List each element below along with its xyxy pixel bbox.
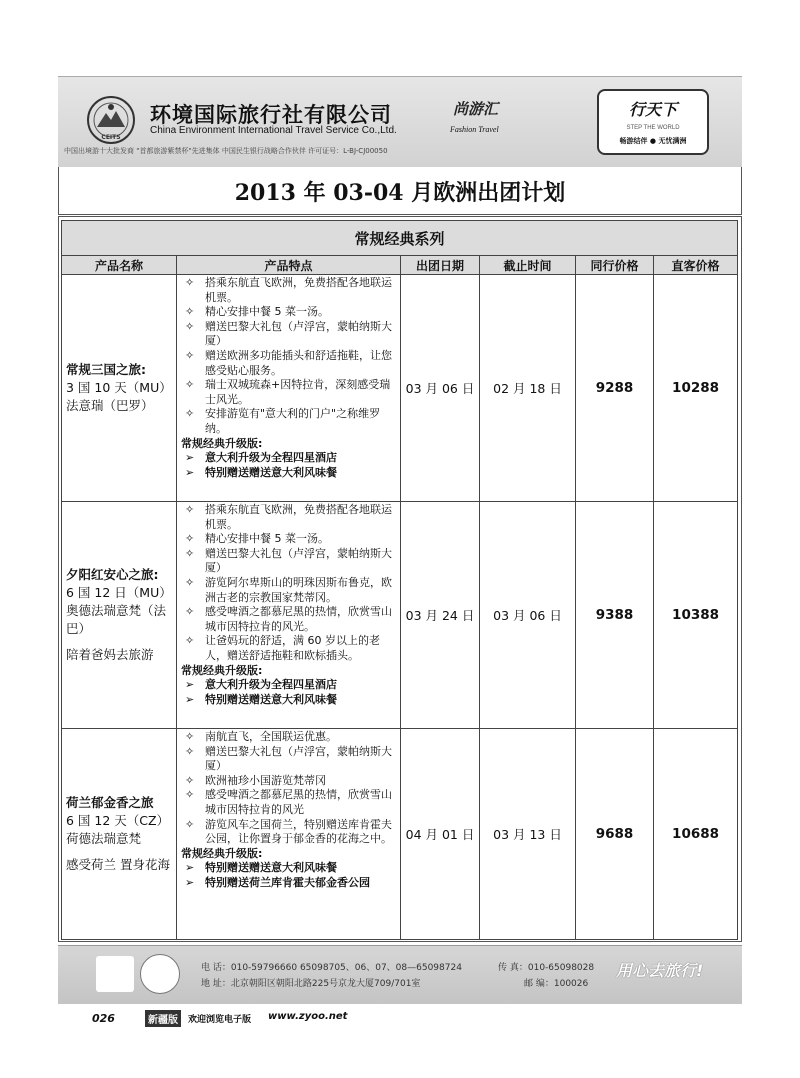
retail-price-cell: 10688 bbox=[654, 729, 738, 940]
website-link[interactable]: www.zyoo.net bbox=[268, 1011, 348, 1022]
product-name-cell bbox=[62, 502, 177, 729]
upgrade-text: 意大利升级为全程四星酒店 bbox=[205, 678, 337, 692]
feature-item bbox=[181, 576, 396, 605]
diamond-bullet-icon: ✧ bbox=[185, 407, 195, 421]
col-deadline: 截止时间 bbox=[480, 256, 576, 275]
plan-table-frame bbox=[58, 216, 742, 942]
feature-text: 搭乘东航直飞欧洲，免费搭配各地联运机票。 bbox=[205, 503, 392, 531]
feature-text: 感受啤酒之都慕尼黑的热情，欣赏雪山城市因特拉肯的风光 bbox=[205, 788, 392, 816]
footer-band bbox=[58, 945, 742, 1004]
name-spacer bbox=[66, 848, 172, 856]
diamond-bullet-icon: ✧ bbox=[185, 305, 195, 319]
awards-line: 中国出境游十大批发商 "首都旅游紫禁杯"先进集体 中国民生银行战略合作伙伴 许可证号：L-BJ-CJ00050 bbox=[64, 147, 388, 155]
feature-item bbox=[181, 305, 396, 320]
upgrade-text: 特别赠送赠送意大利风味餐 bbox=[205, 861, 337, 875]
table-row bbox=[62, 275, 738, 502]
upgrade-item bbox=[181, 693, 396, 708]
name-spacer bbox=[66, 638, 172, 646]
upgrade-label: 常规经典升级版: bbox=[181, 436, 263, 450]
arrow-bullet-icon: ➢ bbox=[185, 875, 195, 889]
product-name-line: 奥德法瑞意梵（法巴） bbox=[66, 603, 167, 637]
upgrade-text: 特别赠送赠送意大利风味餐 bbox=[205, 692, 337, 706]
brand-slogan: 畅游结伴 ● 无忧满洲 bbox=[619, 137, 687, 145]
feature-text: 赠送巴黎大礼包（卢浮宫，蒙帕纳斯大厦） bbox=[205, 744, 392, 773]
product-name-line: 法意瑞（巴罗） bbox=[66, 398, 154, 413]
diamond-bullet-icon: ✧ bbox=[185, 575, 195, 589]
page-title: 2013 年 03-04 月欧洲出团计划 bbox=[234, 180, 566, 206]
deadline-cell: 03 月 13 日 bbox=[480, 729, 576, 940]
feature-item bbox=[181, 276, 396, 305]
diamond-bullet-icon: ✧ bbox=[185, 348, 195, 362]
footer-address: 地 址：北京朝阳区朝阳北路225号京龙大厦709/701室 bbox=[201, 979, 421, 989]
upgrade-item bbox=[181, 861, 396, 876]
arrow-bullet-icon: ➢ bbox=[185, 692, 195, 706]
feature-item bbox=[181, 730, 396, 745]
col-product-name: 产品名称 bbox=[62, 256, 177, 275]
diamond-bullet-icon: ✧ bbox=[185, 817, 195, 831]
feature-text: 欧洲袖珍小国游览梵蒂冈 bbox=[205, 773, 326, 787]
feature-item bbox=[181, 349, 396, 378]
product-name-line: 荷德法瑞意梵 bbox=[66, 831, 142, 847]
feature-text: 瑞士双城琉森+因特拉肯，深刻感受瑞士风光。 bbox=[205, 378, 391, 406]
depart-date-cell: 04 月 01 日 bbox=[401, 729, 480, 940]
plan-table-body bbox=[62, 275, 738, 940]
brand-subtitle: STEP THE WORLD bbox=[626, 125, 680, 131]
feature-item bbox=[181, 378, 396, 407]
feature-item bbox=[181, 547, 396, 576]
arrow-bullet-icon: ➢ bbox=[185, 678, 195, 692]
feature-text: 游览风车之国荷兰，特别赠送库肯霍夫公园，让你置身于郁金香的花海之中。 bbox=[205, 817, 392, 846]
col-features: 产品特点 bbox=[177, 256, 401, 275]
brand-title: 行天下 bbox=[628, 100, 677, 119]
feature-item bbox=[181, 407, 396, 436]
product-name-title: 荷兰郁金香之旅 bbox=[66, 795, 154, 811]
product-name-title: 夕阳红安心之旅: bbox=[66, 567, 159, 583]
product-name-line: 3 国 10 天（MU） bbox=[66, 380, 172, 395]
upgrade-text: 特别赠送赠送意大利风味餐 bbox=[205, 465, 337, 479]
product-name-cell bbox=[62, 275, 177, 502]
diamond-bullet-icon: ✧ bbox=[185, 773, 195, 787]
edition-badge: 新疆版 bbox=[145, 1010, 181, 1027]
feature-text: 搭乘东航直飞欧洲，免费搭配各地联运机票。 bbox=[205, 276, 392, 304]
feature-item bbox=[181, 634, 396, 663]
feature-text: 安排游览有"意大利的门户"之称维罗纳。 bbox=[205, 407, 381, 435]
product-features-cell bbox=[177, 275, 401, 502]
product-name-line: 6 国 12 日（MU） bbox=[66, 585, 172, 601]
company-emblem-icon bbox=[86, 95, 136, 145]
product-features-cell bbox=[177, 729, 401, 940]
feature-text: 感受啤酒之都慕尼黑的热情，欣赏雪山城市因特拉肯的风光。 bbox=[205, 605, 392, 633]
feature-item bbox=[181, 774, 396, 789]
footer-fax: 传 真：010-65098028 bbox=[498, 963, 595, 973]
deadline-cell: 03 月 06 日 bbox=[480, 502, 576, 729]
upgrade-label: 常规经典升级版: bbox=[181, 663, 263, 677]
feature-item bbox=[181, 532, 396, 547]
upgrade-label: 常规经典升级版: bbox=[181, 846, 263, 860]
depart-date-cell: 03 月 24 日 bbox=[401, 502, 480, 729]
fashion-travel-logo: 尚游汇 bbox=[453, 100, 499, 118]
table-row bbox=[62, 729, 738, 940]
plan-table bbox=[61, 220, 738, 940]
deadline-cell: 02 月 18 日 bbox=[480, 275, 576, 502]
title-box bbox=[58, 167, 742, 215]
feature-item bbox=[181, 788, 396, 817]
retail-price-cell: 10388 bbox=[654, 502, 738, 729]
col-retail-price: 直客价格 bbox=[654, 256, 738, 275]
diamond-bullet-icon: ✧ bbox=[185, 532, 195, 546]
upgrade-item bbox=[181, 466, 396, 481]
header-band bbox=[58, 76, 742, 168]
seal-logo-icon bbox=[140, 954, 180, 994]
feature-item bbox=[181, 605, 396, 634]
feature-item bbox=[181, 320, 396, 349]
product-name-cell bbox=[62, 729, 177, 940]
diamond-bullet-icon: ✧ bbox=[185, 546, 195, 560]
col-depart-date: 出团日期 bbox=[401, 256, 480, 275]
arrow-bullet-icon: ➢ bbox=[185, 861, 195, 875]
feature-text: 游览阿尔卑斯山的明珠因斯布鲁克，欧洲古老的宗教国家梵蒂冈。 bbox=[205, 575, 392, 604]
company-name-en: China Environment International Travel Service Co.,Ltd. bbox=[150, 125, 397, 136]
feature-text: 精心安排中餐 5 菜一汤。 bbox=[205, 305, 329, 319]
column-header-row bbox=[62, 256, 738, 275]
product-name-title: 常规三国之旅: bbox=[66, 362, 146, 377]
upgrade-text: 特别赠送荷兰库肯霍夫郁金香公园 bbox=[205, 875, 370, 889]
peer-price-cell: 9688 bbox=[576, 729, 654, 940]
arrow-bullet-icon: ➢ bbox=[185, 465, 195, 479]
feature-item bbox=[181, 503, 396, 532]
svg-text:CEITS: CEITS bbox=[101, 134, 121, 141]
welcome-text: 欢迎浏览电子版 bbox=[188, 1015, 252, 1025]
diamond-bullet-icon: ✧ bbox=[185, 276, 195, 289]
arrow-bullet-icon: ➢ bbox=[185, 451, 195, 465]
feature-text: 南航直飞，全国联运优惠。 bbox=[205, 730, 337, 744]
feature-text: 赠送巴黎大礼包（卢浮宫，蒙帕纳斯大厦） bbox=[205, 319, 392, 348]
product-features-cell bbox=[177, 502, 401, 729]
feature-text: 赠送巴黎大礼包（卢浮宫，蒙帕纳斯大厦） bbox=[205, 546, 392, 575]
depart-date-cell: 03 月 06 日 bbox=[401, 275, 480, 502]
peer-price-cell: 9288 bbox=[576, 275, 654, 502]
diamond-bullet-icon: ✧ bbox=[185, 744, 195, 758]
diamond-bullet-icon: ✧ bbox=[185, 319, 195, 333]
col-peer-price: 同行价格 bbox=[576, 256, 654, 275]
footer-phone: 电 话：010-59796660 65098705、06、07、08—65098724 bbox=[201, 963, 462, 973]
product-name-line: 6 国 12 天（CZ） bbox=[66, 813, 170, 829]
feature-text: 赠送欧洲多功能插头和舒适拖鞋，让您感受贴心服务。 bbox=[205, 348, 392, 377]
feature-item bbox=[181, 745, 396, 774]
page-number: 026 bbox=[92, 1012, 115, 1025]
peer-price-cell: 9388 bbox=[576, 502, 654, 729]
diamond-bullet-icon: ✧ bbox=[185, 788, 195, 802]
diamond-bullet-icon: ✧ bbox=[185, 378, 195, 392]
company-name-cn: 环境国际旅行社有限公司 bbox=[150, 103, 392, 127]
feature-text: 精心安排中餐 5 菜一汤。 bbox=[205, 532, 329, 546]
feature-item bbox=[181, 818, 396, 847]
diamond-bullet-icon: ✧ bbox=[185, 634, 195, 648]
upgrade-item bbox=[181, 678, 396, 693]
partner-logo-icon bbox=[96, 956, 134, 992]
upgrade-item bbox=[181, 451, 396, 466]
footer-postcode: 邮 编：100026 bbox=[524, 979, 589, 989]
feature-text: 让爸妈玩的舒适，满 60 岁以上的老人，赠送舒适拖鞋和欧标插头。 bbox=[205, 634, 380, 662]
diamond-bullet-icon: ✧ bbox=[185, 730, 195, 744]
brand-logo-box bbox=[597, 89, 709, 155]
upgrade-text: 意大利升级为全程四星酒店 bbox=[205, 451, 337, 465]
fashion-travel-logo-en: Fashion Travel bbox=[450, 125, 499, 134]
section-title: 常规经典系列 bbox=[62, 221, 738, 256]
footer-slogan: 用心去旅行! bbox=[616, 961, 704, 980]
upgrade-item bbox=[181, 876, 396, 891]
diamond-bullet-icon: ✧ bbox=[185, 503, 195, 517]
retail-price-cell: 10288 bbox=[654, 275, 738, 502]
table-row bbox=[62, 502, 738, 729]
diamond-bullet-icon: ✧ bbox=[185, 605, 195, 619]
product-name-extra: 感受荷兰 置身花海 bbox=[66, 857, 170, 873]
product-name-extra: 陪着爸妈去旅游 bbox=[66, 647, 154, 663]
